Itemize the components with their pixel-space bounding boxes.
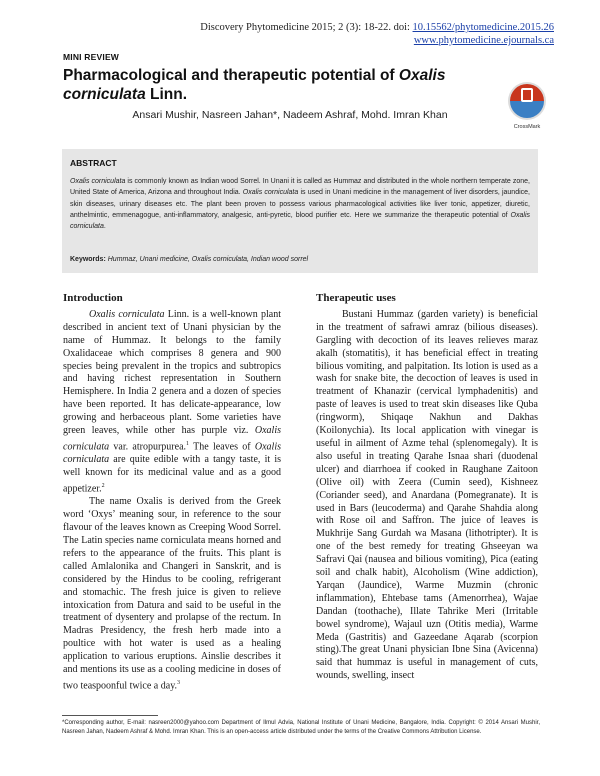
species-name: Oxalis corniculata	[242, 189, 299, 197]
keywords	[70, 256, 532, 263]
intro-text: are quite edible with a tangy taste, it is well known for its medicinal value and as a good appetizer.	[63, 454, 281, 495]
footnote: *Corresponding author, E-mail: nasreen2000@yahoo.com Department of Ilmul Advia, National Institute of Unani Medicine, Bangalore, India. Copyright: © 2014 Ansari Mushir, Nasreen Jahan, Nadeem Ashraf & Mohd. Imran Khan. This is an open-access article distributed under the terms of the Creative Commons Attribution License.	[62, 720, 540, 735]
article-title	[63, 66, 483, 104]
title-species: Oxalis corniculata	[63, 67, 446, 103]
doi-link[interactable]: 10.15562/phytomedicine.2015.26	[412, 22, 554, 33]
title-end: Linn.	[145, 86, 188, 103]
abstract-text: is used in Unani medicine in the management of liver disorders, jaundice, skin diseases, urinary diseases etc. The plant been proven to possess various pharmacological activities like liver tonic, appetizer, diuretic, anthelmintic, emmenagogue, anti-inflammatory, analgesic, anti-pyretic, blood purifier etc. Here we summarize the therapeutic potential of	[70, 189, 530, 219]
abstract-body	[70, 176, 530, 232]
intro-paragraph-1	[63, 309, 281, 496]
keywords-label: Keywords:	[70, 256, 106, 263]
article-type-label: MINI REVIEW	[63, 52, 120, 62]
abstract-box	[62, 149, 538, 273]
abstract-text: .	[103, 223, 106, 231]
journal-url-link[interactable]: www.phytomedicine.ejournals.ca	[413, 35, 554, 46]
intro-text: The name Oxalis is derived from the Greek word ‘Oxys’ meaning sour, in reference to the sour flavour of the leaves known as Creeping Wood Sorrel. The Latin species name corniculata means horned and refers to the appearance of the fruits. This plant is called Amlalonika and Changeri in Sanskrit, and is considered by the Hindus to be cooling, refrigerant and stomachic. The fresh juice is given to relieve intoxication from Datura and said to be useful in the treatment of dysentery and prolapse of the rectum. In Madras Presidency, the fresh herb made into a poultice with hot water is used as a healing application to various eruptions. Ainslie describes it and mentions its use as a cooling medicine in doses of two teaspoonful twice a day.	[63, 496, 281, 692]
reference-marker: 3	[177, 679, 181, 686]
intro-text: var. atropurpurea.	[109, 441, 187, 453]
journal-header	[200, 21, 554, 47]
author-list: Ansari Mushir, Nasreen Jahan*, Nadeem Ashraf, Mohd. Imran Khan	[132, 109, 448, 121]
therapeutic-uses-heading: Therapeutic uses	[316, 292, 396, 304]
footnote-divider	[62, 715, 158, 716]
title-text: Pharmacological and therapeutic potential of	[63, 67, 399, 84]
abstract-heading: ABSTRACT	[70, 158, 117, 168]
intro-paragraph-2	[63, 496, 281, 693]
crossmark-logo[interactable]	[506, 80, 548, 126]
citation-text: Discovery Phytomedicine 2015; 2 (3): 18-22. doi:	[200, 22, 413, 33]
reference-marker: 1	[186, 440, 190, 447]
intro-text: Linn. is a well-known plant described in ancient text of Unani physician by the name of Hummaz. It belongs to the family Oxalidaceae which comprises 8 genera and 900 species being prevalent in the tropics and subtropics and having richest representation in Southern Hemisphere. In India 2 genera and a dozen of species have been reported. It has delicate-appearance, low growing and herbaceous plant. Some varieties have green leaves, while other has purple viz.	[63, 308, 281, 437]
species-name: Oxalis corniculata	[63, 441, 281, 466]
crossmark-label: CrossMark	[513, 124, 541, 130]
abstract-text: is commonly known as Indian wood Sorrel. In Unani it is called as Hummaz and distributed in the whole northern temperate zone, United State of America, Arizona and throughout India.	[70, 178, 530, 197]
species-name: Oxalis corniculata	[70, 178, 126, 185]
species-name: Oxalis corniculata	[89, 308, 165, 320]
citation-line	[200, 21, 554, 34]
species-name: Oxalis corniculata	[70, 211, 530, 231]
introduction-heading: Introduction	[63, 292, 123, 304]
keywords-text: Hummaz, Unani medicine, Oxalis corniculata, Indian wood sorrel	[107, 256, 309, 263]
reference-marker: 2	[101, 483, 105, 490]
therapeutic-paragraph: Bustani Hummaz (garden variety) is beneficial in the treatment of safrawi amraz (bilious diseases). Gargling with decoction of its leaves relieves maraz akalh (stomatitis), it has beneficial effect in treating bilious vomiting, and palpitation. Its lotion is used as a wash for snake bite, the decoction of leaves is used in treatment of Khanazir (cervical lymphadenitis) and paste of leaves is used to treat skin diseases like Quba (ringworm), Shiqaqe Nakhun and Dakhas (Koilonychia). Its local application with vinegar is useful in ailment of Azme tehal (splenomegaly). It is also useful in treating Qarahe Isnaa shari (duodenal ulcer) and diarrhoea if cooked in Raughane Zaitoon (Olive oil) with Zeera (Cumin seed), Kishneez (Coriander seed), and Anardana (Pomegranate). It is used in Bars (leucoderma) and Qarahe Shahdia along with Rose oil and Saffron. The juice of leaves is Mukhrije Sang Gurdah wa Masana (lithotripter). It is one of the best remedy for treating Ghseeyan wa Safravi Qai (nausea and bilious vomiting), Pica (eating soil and chalk habit), Alcoholism (Wine addiction), Yarqan (Jaundice), Warme Muzmin (chronic inflammation), Ehtebase tams (Amenorrhea), Wajae Dandan (toothache), Illate Tahrike Meri (Irritable bowel syndrome), Wajaul uzn (Otitis media), Warme Meda (Gastritis) and Gazeedane Aqarab (scorpion sting).The great Unani physician Ibne Sina (Avicenna) said that hummaz is useful in management of cuts, wounds, swelling, insect	[316, 308, 538, 682]
introduction-column	[63, 292, 281, 693]
intro-text: The leaves of	[189, 441, 255, 453]
species-name: Oxalis corniculata	[63, 425, 281, 453]
crossmark-icon	[506, 80, 548, 126]
therapeutic-uses-column	[316, 292, 538, 683]
